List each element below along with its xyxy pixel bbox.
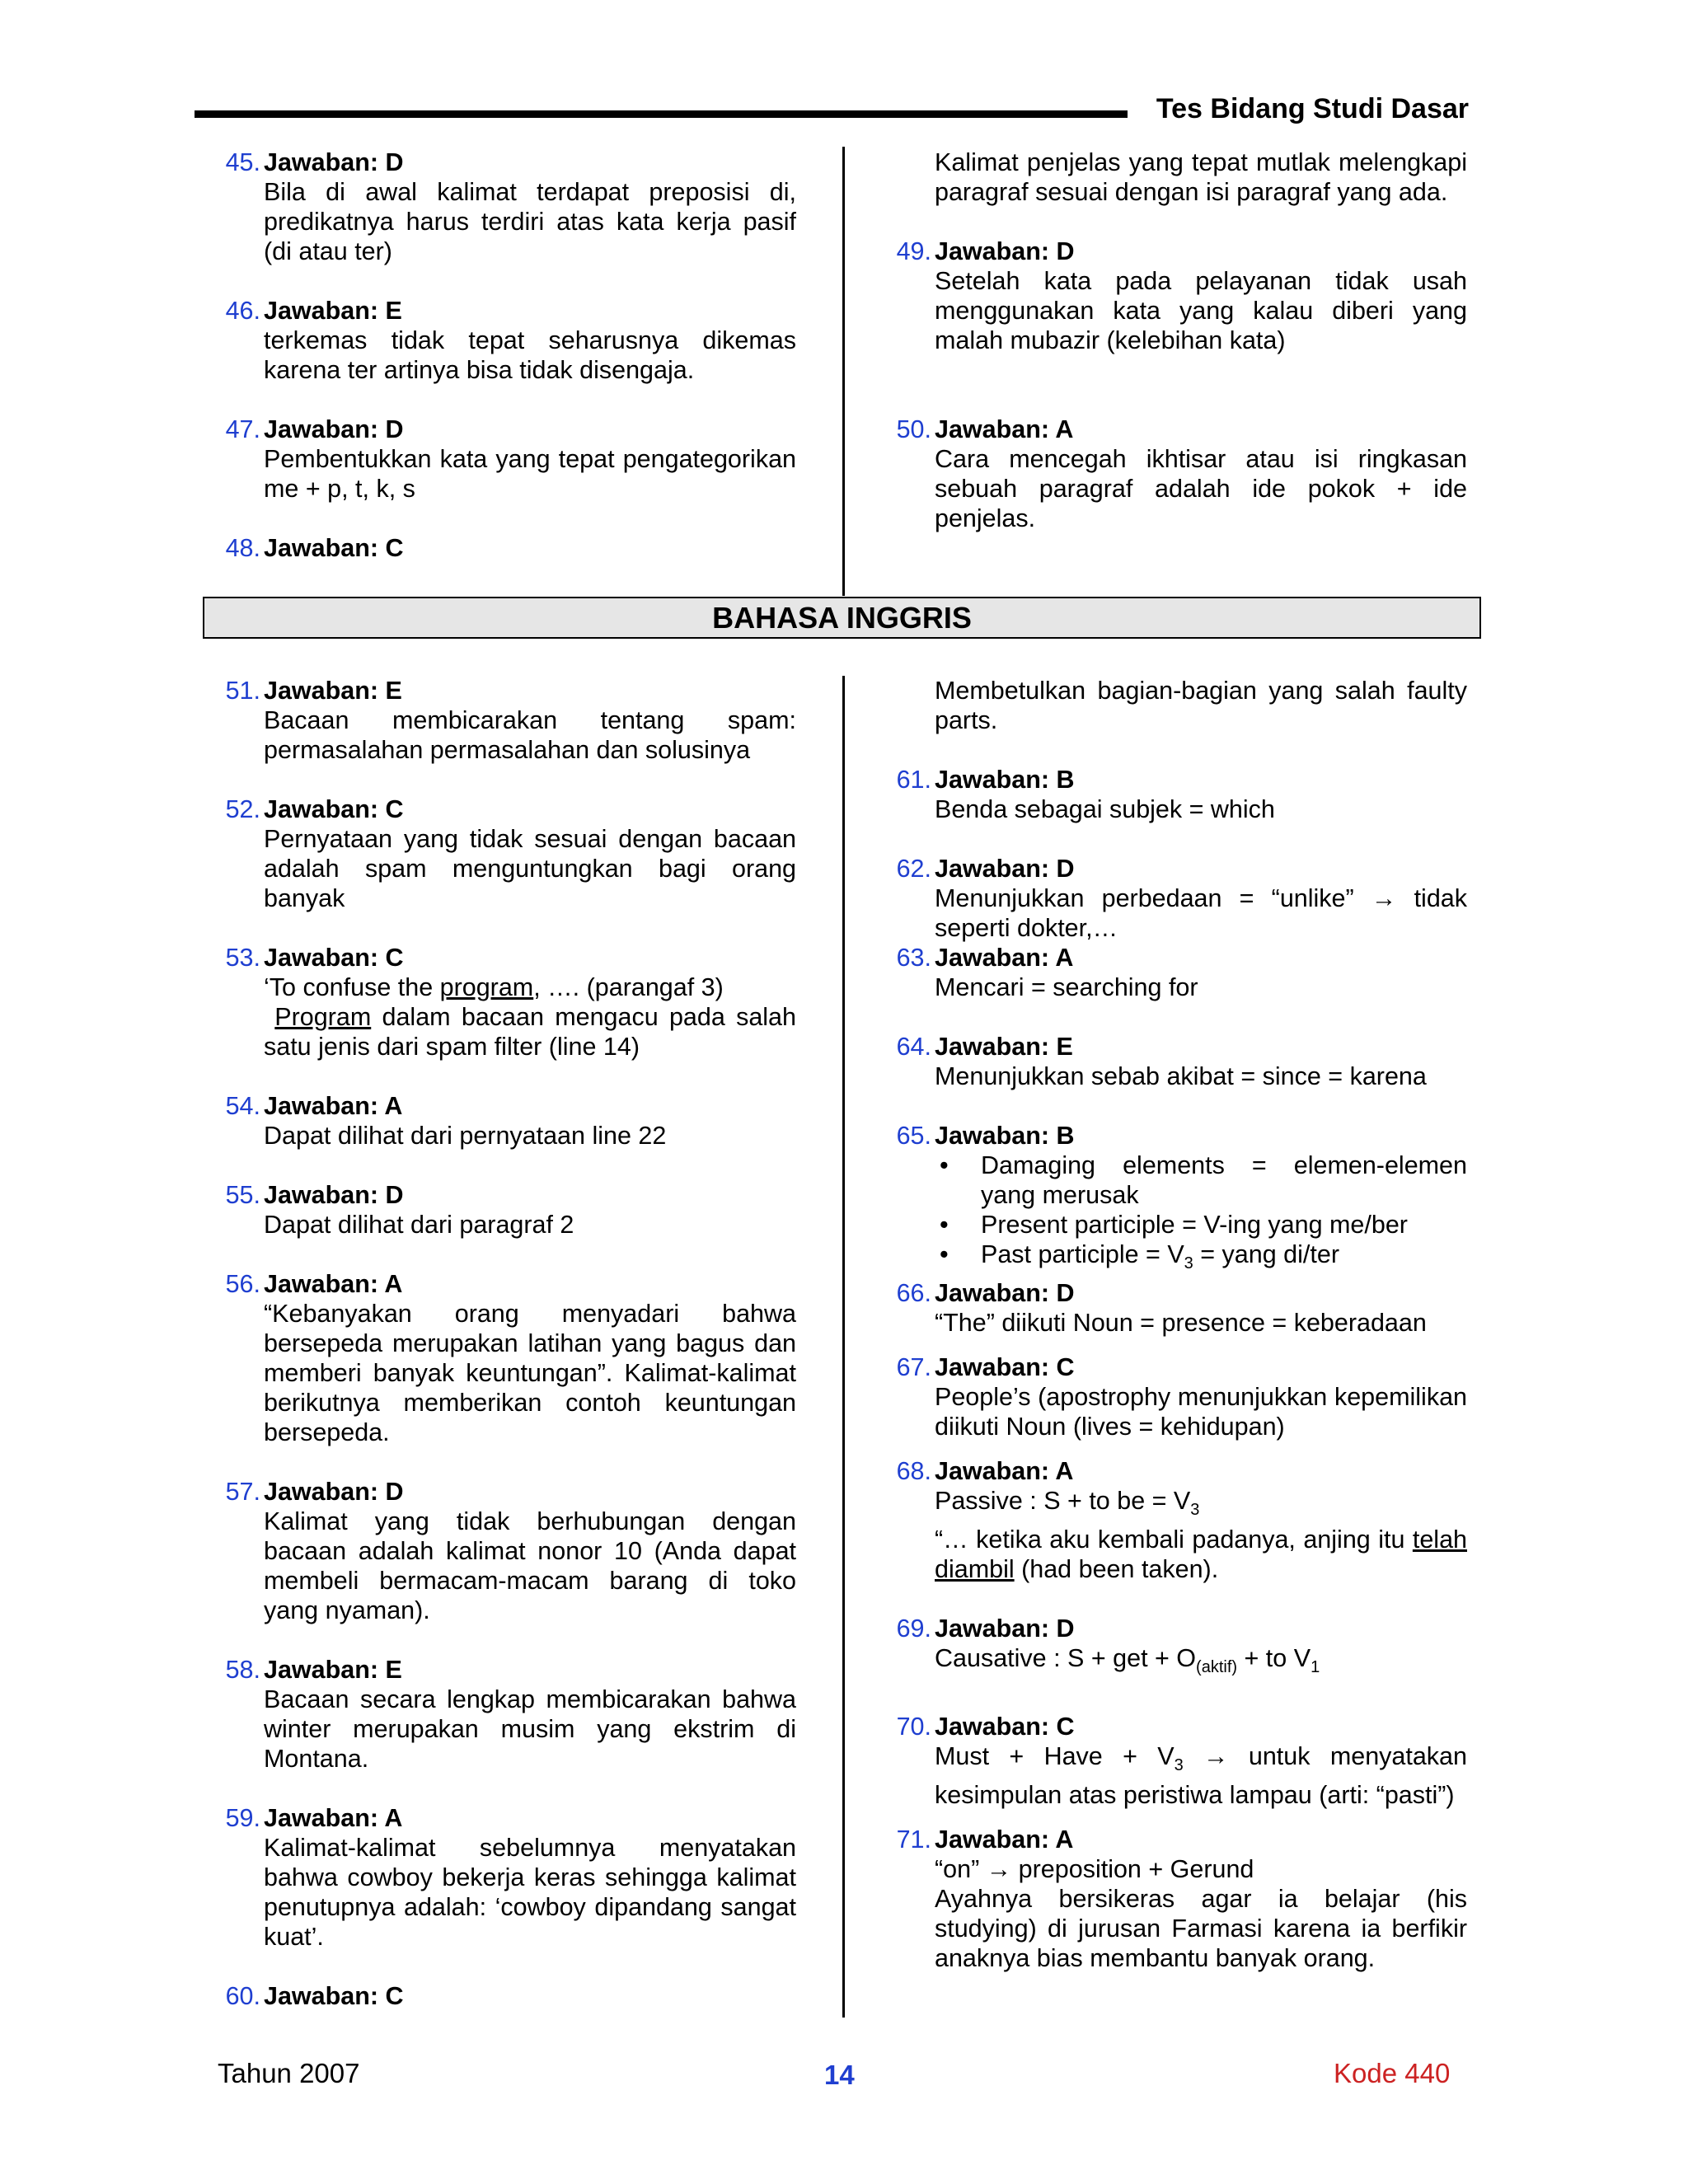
text: Past participle = V <box>981 1240 1184 1268</box>
explanation: Kalimat penjelas yang tepat mutlak melengkapi paragraf sesuai dengan isi paragraf yang ada. <box>935 148 1467 206</box>
answer-label: Jawaban: A <box>264 1092 403 1120</box>
explanation: Pembentukkan kata yang tepat pengategorikan me + p, t, k, s <box>264 445 796 503</box>
item-number: 60. <box>225 1982 260 2010</box>
underlined-word: diambil <box>935 1555 1015 1584</box>
item-number: 56. <box>225 1270 260 1298</box>
bullet-list <box>935 1151 1467 1278</box>
explanation <box>935 1643 1467 1682</box>
item-number: 51. <box>225 677 260 705</box>
explanation: Kalimat yang tidak berhubungan dengan bacaan adalah kalimat nonor 10 (Anda dapat membeli bermacam-macam barang di toko yang nyaman). <box>264 1507 796 1624</box>
answer-label: Jawaban: E <box>264 1656 402 1684</box>
answer-item-66 <box>889 1278 1467 1338</box>
answer-item-48 <box>218 533 796 563</box>
answer-label: Jawaban: C <box>264 944 404 972</box>
answer-label: Jawaban: B <box>935 766 1075 794</box>
explanation: Mencari = searching for <box>935 973 1198 1001</box>
explanation: Kalimat-kalimat sebelumnya menyatakan bahwa cowboy bekerja keras sehingga kalimat penutupnya adalah: ‘cowboy dipandang sangat kuat’. <box>264 1834 796 1951</box>
answer-item-58 <box>218 1655 796 1774</box>
explanation: Dapat dilihat dari paragraf 2 <box>264 1211 574 1239</box>
explanation: “Kebanyakan orang menyadari bahwa bersepeda merupakan latihan yang bagus dan memberi banyak keuntungan”. Kalimat-kalimat berikutnya memberikan contoh keuntungan bersepeda. <box>264 1300 796 1446</box>
text: Passive : S + to be = V <box>935 1487 1191 1516</box>
explanation: Benda sebagai subjek = which <box>935 795 1275 823</box>
footer-year: Tahun 2007 <box>218 2058 360 2088</box>
item-number: 55. <box>225 1181 260 1209</box>
answer-item-46 <box>218 296 796 385</box>
text: Causative : S + get + O <box>935 1644 1197 1673</box>
answer-item-70 <box>889 1712 1467 1810</box>
answer-item-60-continued <box>889 676 1467 735</box>
column-divider-top <box>842 147 845 596</box>
answer-item-45 <box>218 148 796 266</box>
explanation: Menunjukkan sebab akibat = since = karena <box>935 1062 1427 1090</box>
explanation: terkemas tidak tepat seharusnya dikemas karena ter artinya bisa tidak disengaja. <box>264 326 796 384</box>
item-number: 54. <box>225 1092 260 1120</box>
item-number: 63. <box>896 944 931 972</box>
item-number: 68. <box>896 1457 931 1486</box>
answer-label: Jawaban: D <box>264 1181 404 1209</box>
explanation: Pernyataan yang tidak sesuai dengan bacaan adalah spam menguntungkan bagi orang banyak <box>264 825 796 912</box>
answer-label: Jawaban: A <box>264 1270 403 1298</box>
answer-label: Jawaban: C <box>264 795 404 823</box>
answer-item-68 <box>889 1456 1467 1584</box>
header-title: Tes Bidang Studi Dasar <box>1156 93 1469 124</box>
explanation: Bila di awal kalimat terdapat preposisi di, predikatnya harus terdiri atas kata kerja pasif (di atau ter) <box>264 178 796 265</box>
underlined-word: program <box>439 973 534 1001</box>
item-number: 46. <box>225 297 260 325</box>
answer-item-60 <box>218 1981 796 2011</box>
answer-item-55 <box>218 1180 796 1240</box>
top-right-column <box>889 148 1467 533</box>
answer-item-47 <box>218 415 796 504</box>
answer-item-63 <box>889 943 1467 1002</box>
explanation: Bacaan secara lengkap membicarakan bahwa winter merupakan musim yang ekstrim di Montana. <box>264 1685 796 1773</box>
item-number: 52. <box>225 795 260 823</box>
answer-label: Jawaban: D <box>935 855 1075 883</box>
subscript: 3 <box>1190 1501 1200 1520</box>
text: dalam bacaan mengacu pada salah satu jenis dari spam filter (line 14) <box>264 1003 796 1061</box>
answer-label: Jawaban: E <box>264 677 402 705</box>
answer-item-54 <box>218 1091 796 1151</box>
item-number: 47. <box>225 415 260 443</box>
header-rule <box>195 110 1128 118</box>
section-title-banner: BAHASA INGGRIS <box>203 597 1481 639</box>
answer-item-62 <box>889 854 1467 943</box>
column-divider-bottom <box>842 676 845 2018</box>
item-number: 71. <box>896 1825 931 1854</box>
answer-label: Jawaban: A <box>264 1804 403 1832</box>
item-number: 65. <box>896 1122 931 1150</box>
text: Must + Have + V <box>935 1742 1175 1771</box>
explanation: Membetulkan bagian-bagian yang salah faulty parts. <box>935 677 1467 734</box>
bottom-right-column <box>889 676 1467 1973</box>
subscript: 3 <box>1174 1756 1184 1775</box>
bullet-item: • Present participle = V-ing yang me/ber <box>935 1210 1467 1240</box>
item-number: 48. <box>225 534 260 562</box>
answer-label: Jawaban: D <box>935 1279 1075 1308</box>
answer-label: Jawaban: D <box>264 148 404 176</box>
answer-item-52 <box>218 794 796 913</box>
text: ‘To confuse the <box>264 973 440 1001</box>
answer-item-51 <box>218 676 796 765</box>
explanation-line-1 <box>935 1486 1467 1525</box>
answer-item-69 <box>889 1614 1467 1682</box>
item-number: 61. <box>896 766 931 794</box>
answer-label: Jawaban: C <box>935 1713 1075 1741</box>
answer-label: Jawaban: A <box>935 944 1074 972</box>
explanation: Dapat dilihat dari pernyataan line 22 <box>264 1122 667 1150</box>
answer-item-61 <box>889 765 1467 824</box>
item-number: 53. <box>225 944 260 972</box>
explanation-line-1 <box>264 972 796 1002</box>
bottom-left-column <box>218 676 796 2011</box>
answer-label: Jawaban: C <box>935 1353 1075 1382</box>
explanation-line-1: “on” → preposition + Gerund <box>935 1855 1254 1884</box>
answer-label: Jawaban: E <box>935 1033 1073 1061</box>
answer-item-64 <box>889 1032 1467 1091</box>
answer-label: Jawaban: A <box>935 1825 1074 1854</box>
text: , …. (parangaf 3) <box>533 973 724 1001</box>
item-number: 45. <box>225 148 260 176</box>
item-number: 69. <box>896 1615 931 1643</box>
footer-page-number: 14 <box>824 2060 855 2090</box>
answer-item-48-continued <box>889 148 1467 207</box>
subscript: 1 <box>1311 1658 1320 1677</box>
underlined-word: telah <box>1412 1526 1467 1554</box>
answer-label: Jawaban: A <box>935 415 1074 443</box>
bullet-item <box>935 1240 1467 1278</box>
footer-code: Kode 440 <box>1334 2058 1451 2088</box>
top-left-column <box>218 148 796 563</box>
explanation: Bacaan membicarakan tentang spam: permasalahan permasalahan dan solusinya <box>264 706 796 764</box>
answer-label: Jawaban: A <box>935 1457 1074 1486</box>
explanation-line-2 <box>264 1002 796 1062</box>
answer-item-50 <box>889 415 1467 533</box>
item-number: 67. <box>896 1353 931 1382</box>
subscript: (aktif) <box>1196 1658 1238 1677</box>
subscript: 3 <box>1184 1254 1193 1273</box>
bullet-item: • Damaging elements = elemen-elemen yang merusak <box>935 1151 1467 1210</box>
explanation: Cara mencegah ikhtisar atau isi ringkasan sebuah paragraf adalah ide pokok + ide penjelas. <box>935 445 1467 532</box>
answer-item-71 <box>889 1825 1467 1973</box>
answer-item-49 <box>889 237 1467 355</box>
explanation <box>935 1741 1467 1810</box>
explanation: “The” diikuti Noun = presence = keberadaan <box>935 1309 1427 1338</box>
answer-item-59 <box>218 1803 796 1952</box>
text: “… ketika aku kembali padanya, anjing itu <box>935 1526 1413 1554</box>
explanation-line-2 <box>935 1525 1467 1584</box>
answer-item-57 <box>218 1477 796 1625</box>
explanation: Setelah kata pada pelayanan tidak usah menggunakan kata yang kalau diberi yang malah mubazir (kelebihan kata) <box>935 267 1467 354</box>
answer-item-53 <box>218 943 796 1062</box>
item-number: 59. <box>225 1804 260 1832</box>
item-number: 57. <box>225 1478 260 1506</box>
answer-label: Jawaban: D <box>264 1478 404 1506</box>
text: = yang di/ter <box>1193 1240 1339 1268</box>
item-number: 66. <box>896 1279 931 1308</box>
item-number: 49. <box>896 237 931 265</box>
answer-label: Jawaban: D <box>935 237 1075 265</box>
explanation: Menunjukkan perbedaan = “unlike” → tidak seperti dokter,… <box>935 884 1467 942</box>
item-number: 50. <box>896 415 931 443</box>
item-number: 58. <box>225 1656 260 1684</box>
answer-label: Jawaban: D <box>264 415 404 443</box>
answer-label: Jawaban: C <box>264 1982 404 2010</box>
text: (had been taken). <box>1014 1555 1219 1584</box>
answer-item-56 <box>218 1269 796 1447</box>
item-number: 62. <box>896 855 931 883</box>
item-number: 64. <box>896 1033 931 1061</box>
underlined-word: Program <box>274 1003 372 1031</box>
explanation-line-2: Ayahnya bersikeras agar ia belajar (his studying) di jurusan Farmasi karena ia berfikir anaknya bias membantu banyak orang. <box>935 1885 1467 1973</box>
explanation: People’s (apostrophy menunjukkan kepemilikan diikuti Noun (lives = kehidupan) <box>935 1383 1467 1441</box>
answer-label: Jawaban: E <box>264 297 402 325</box>
answer-label: Jawaban: B <box>935 1122 1075 1150</box>
answer-item-65 <box>889 1121 1467 1278</box>
answer-label: Jawaban: D <box>935 1615 1075 1643</box>
item-number: 70. <box>896 1713 931 1741</box>
answer-item-67 <box>889 1352 1467 1441</box>
text: + to V <box>1237 1644 1311 1673</box>
answer-label: Jawaban: C <box>264 534 404 562</box>
text: → untuk menyatakan kesimpulan atas peristiwa lampau (arti: “pasti”) <box>935 1742 1467 1810</box>
